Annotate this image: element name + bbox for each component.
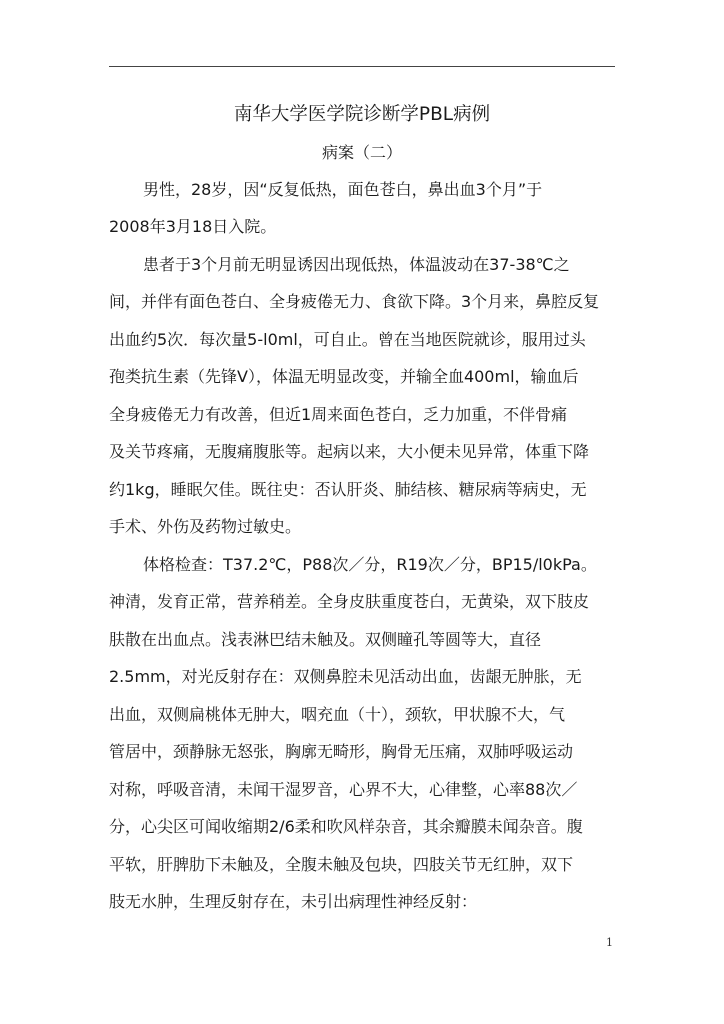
text-line: 分，心尖区可闻收缩期2/6柔和吹风样杂音，其余瓣膜未闻杂音。腹 xyxy=(109,817,583,836)
text-line: 对称，呼吸音清，未闻干湿罗音，心界不大，心律整，心率88次／ xyxy=(109,780,578,799)
text-line: 肤散在出血点。浅表淋巴结未触及。双侧瞳孔等圆等大，直径 xyxy=(109,630,542,649)
text-line: 体格检查：T37.2℃，P88次／分，R19次／分，BP15/l0kPa。 xyxy=(143,555,597,574)
text-line: 及关节疼痛，无腹痛腹胀等。起病以来，大小便未见异常，体重下降 xyxy=(109,442,590,461)
text-line: 孢类抗生素（先锋Ⅴ），体温无明显改变，并输全血400ml，输血后 xyxy=(109,367,579,386)
text-line: 管居中，颈静脉无怒张，胸廓无畸形，胸骨无压痛，双肺呼吸运动 xyxy=(109,742,574,761)
text-line: 2008年3月18日入院。 xyxy=(109,217,277,236)
text-line: 2.5mm，对光反射存在：双侧鼻腔未见活动出血，齿龈无肿胀，无 xyxy=(109,667,582,686)
text-line: 神清，发育正常，营养稍差。全身皮肤重度苍白，无黄染，双下肢皮 xyxy=(109,592,590,611)
text-line: 手术、外伤及药物过敏史。 xyxy=(109,517,302,536)
text-line: 患者于3个月前无明显诱因出现低热，体温波动在37-38℃之 xyxy=(143,255,570,274)
text-line: 约1kg，睡眠欠佳。既往史：否认肝炎、肺结核、糖尿病等病史，无 xyxy=(109,480,587,499)
text-line: 全身疲倦无力有改善，但近1周来面色苍白，乏力加重，不伴骨痛 xyxy=(109,405,568,424)
document-subtitle: 病案（二） xyxy=(321,143,402,162)
text-line: 男性，28岁，因“反复低热，面色苍白，鼻出血3个月”于 xyxy=(143,180,543,199)
text-line: 出血约5次．每次量5-l0ml，可自止。曾在当地医院就诊，服用过头 xyxy=(109,330,586,349)
header-rule xyxy=(109,66,615,67)
document-title: 南华大学医学院诊断学PBL病例 xyxy=(233,104,491,125)
text-line: 出血，双侧扁桃体无肿大，咽充血（十），颈软，甲状腺不大，气 xyxy=(109,705,566,724)
text-line: 间，并伴有面色苍白、全身疲倦无力、食欲下降。3个月来，鼻腔反复 xyxy=(109,292,600,311)
text-line: 平软，肝脾肋下未触及，全腹未触及包块，四肢关节无红肿，双下 xyxy=(109,855,574,874)
text-line: 肢无水肿，生理反射存在，未引出病理性神经反射： xyxy=(109,892,478,911)
page-number: 1 xyxy=(606,936,613,949)
